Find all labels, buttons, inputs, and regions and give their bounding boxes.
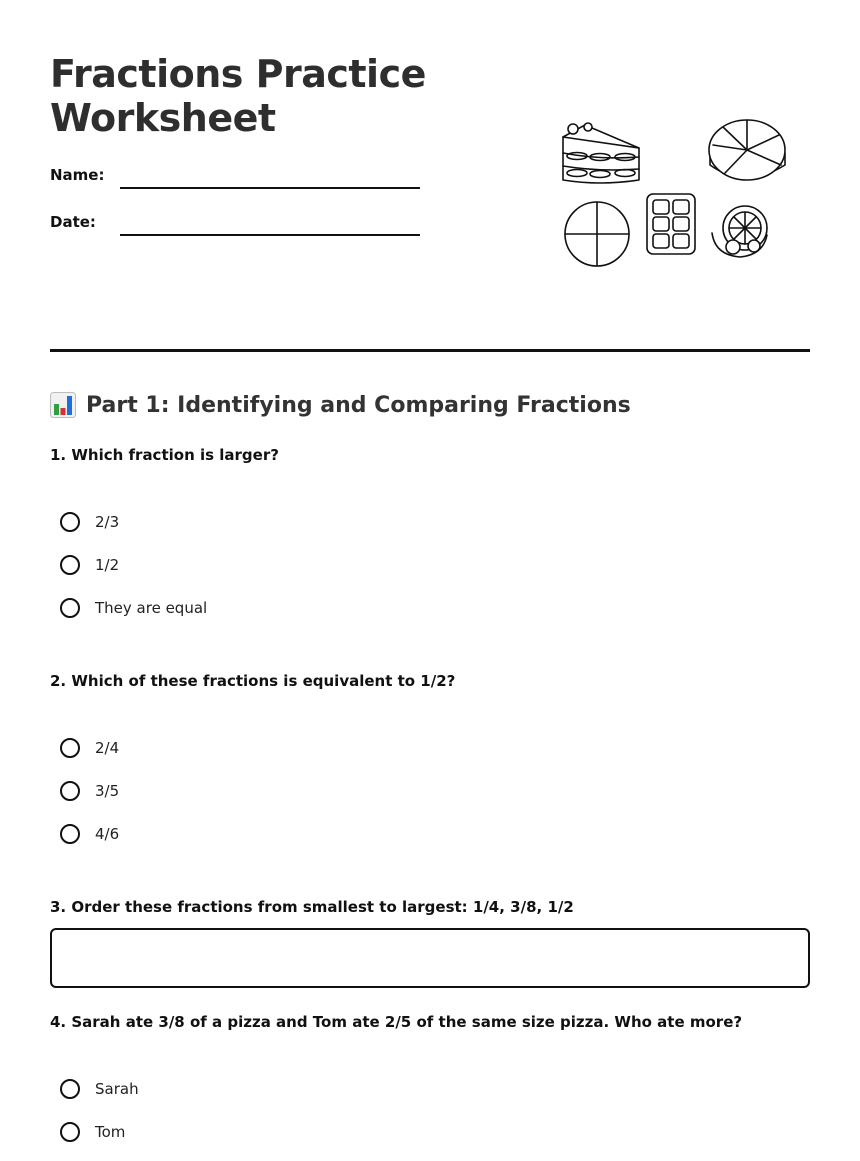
radio-button[interactable] xyxy=(60,598,80,618)
radio-button[interactable] xyxy=(60,1079,80,1099)
cake-icon xyxy=(563,123,639,183)
question-3: 3. Order these fractions from smallest to largest: 1/4, 3/8, 1/2 xyxy=(50,898,574,916)
q1-option-3[interactable] xyxy=(60,595,207,621)
header-divider xyxy=(50,349,810,352)
pie-icon xyxy=(709,120,785,180)
radio-button[interactable] xyxy=(60,781,80,801)
orange-slices-icon xyxy=(712,206,767,257)
q1-option-1[interactable] xyxy=(60,509,119,535)
q4-option-1[interactable] xyxy=(60,1076,139,1102)
q1-option-2[interactable] xyxy=(60,552,119,578)
radio-button[interactable] xyxy=(60,555,80,575)
option-label: 3/5 xyxy=(95,782,120,800)
radio-button[interactable] xyxy=(60,738,80,758)
q2-option-2[interactable] xyxy=(60,778,119,804)
question-2: 2. Which of these fractions is equivalent to 1/2? xyxy=(50,672,456,690)
name-label: Name: xyxy=(50,166,105,184)
radio-button[interactable] xyxy=(60,1122,80,1142)
q2-option-1[interactable] xyxy=(60,735,119,761)
question-4: 4. Sarah ate 3/8 of a pizza and Tom ate 2/5 of the same size pizza. Who ate more? xyxy=(50,1013,743,1031)
radio-button[interactable] xyxy=(60,824,80,844)
circle-quarters-icon xyxy=(565,202,629,266)
name-field[interactable] xyxy=(120,187,420,189)
chocolate-bar-icon xyxy=(647,194,695,254)
q3-answer-box[interactable] xyxy=(50,928,810,988)
bar-chart-icon xyxy=(50,392,76,418)
q2-option-3[interactable] xyxy=(60,821,119,847)
option-label: Sarah xyxy=(95,1080,139,1098)
date-field[interactable] xyxy=(120,234,420,236)
option-label: 4/6 xyxy=(95,825,120,843)
option-label: 1/2 xyxy=(95,556,120,574)
option-label: 2/3 xyxy=(95,513,120,531)
option-label: 2/4 xyxy=(95,739,120,757)
q4-option-2[interactable] xyxy=(60,1119,125,1145)
question-1: 1. Which fraction is larger? xyxy=(50,446,279,464)
food-illustrations xyxy=(555,115,795,270)
part1-heading xyxy=(50,388,631,422)
option-label: Tom xyxy=(95,1123,126,1141)
part1-title: Part 1: Identifying and Comparing Fractions xyxy=(86,392,631,418)
date-label: Date: xyxy=(50,213,96,231)
page-title: Fractions Practice Worksheet xyxy=(50,52,426,140)
option-label: They are equal xyxy=(95,599,208,617)
radio-button[interactable] xyxy=(60,512,80,532)
